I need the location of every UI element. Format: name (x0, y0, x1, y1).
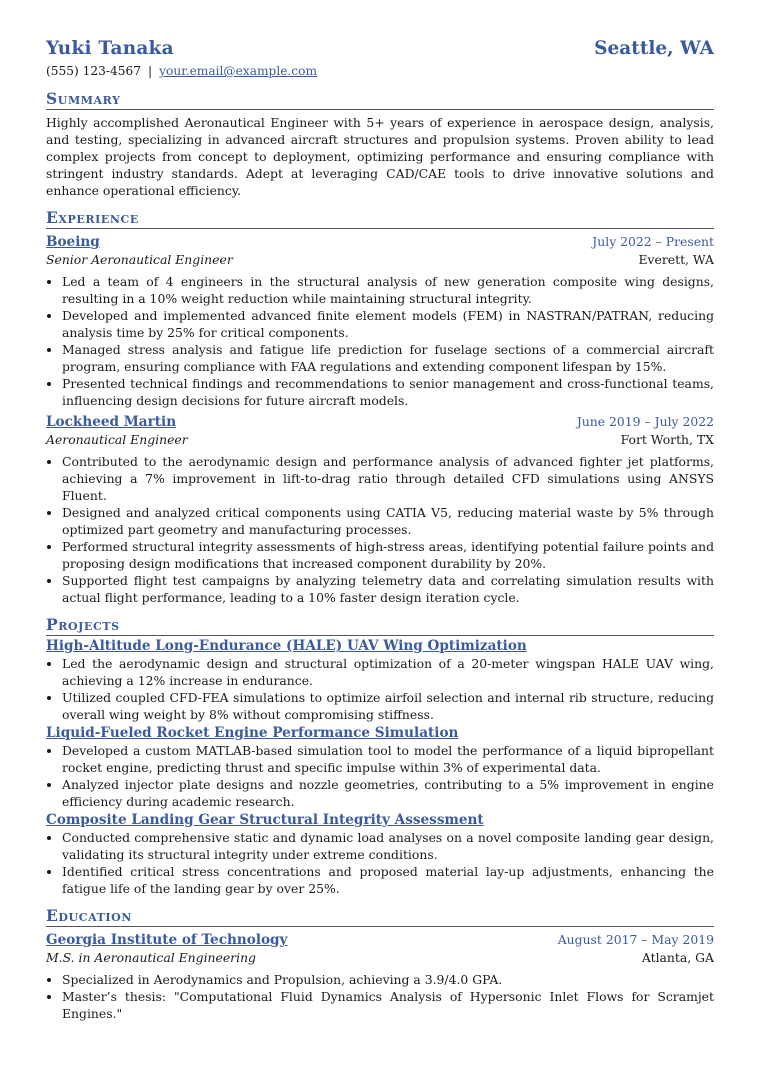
list-item: • Developed a custom MATLAB-based simulation tool to model the performance of a liquid bipropellant rocket engine, predicting thrust and specific impulse within 3% of experimental data. (62, 742, 714, 776)
list-item: • Designed and analyzed critical components using CATIA V5, reducing material waste by 5% through optimized part geometry and manufacturing processes. (62, 504, 714, 538)
candidate-name: Yuki Tanaka (46, 38, 174, 59)
project-bullets (46, 655, 714, 723)
list-item: • Identified critical stress concentrations and proposed material lay-up adjustments, enhancing the fatigue life of the landing gear by over 25%. (62, 863, 714, 897)
education-heading: Education (46, 907, 714, 927)
job-entry-lockheed (46, 413, 714, 606)
list-item: • Contributed to the aerodynamic design and performance analysis of advanced fighter jet platforms, achieving a 7% improvement in lift-to-drag ratio through detailed CFD simulations using ANSYS Fluent. (62, 453, 714, 504)
job-title: Senior Aeronautical Engineer (46, 252, 233, 267)
project-entry (46, 638, 714, 723)
education-location: Atlanta, GA (641, 950, 714, 965)
list-item: • Performed structural integrity assessments of high-stress areas, identifying potential failure points and proposing design modifications that increased component durability by 20%. (62, 538, 714, 572)
company-name[interactable]: Boeing (46, 234, 100, 250)
project-entry (46, 812, 714, 897)
candidate-location: Seattle, WA (594, 38, 714, 59)
list-item: • Analyzed injector plate designs and nozzle geometries, contributing to a 5% improvement in engine efficiency during academic research. (62, 776, 714, 810)
summary-heading: Summary (46, 90, 714, 110)
job-location: Everett, WA (638, 252, 714, 267)
list-item: • Led a team of 4 engineers in the structural analysis of new generation composite wing designs, resulting in a 10% weight reduction while maintaining structural integrity. (62, 273, 714, 307)
list-item: • Master’s thesis: "Computational Fluid Dynamics Analysis of Hypersonic Inlet Flows for Scramjet Engines." (62, 988, 714, 1022)
project-bullets (46, 742, 714, 810)
projects-heading: Projects (46, 616, 714, 636)
education-bullets (46, 971, 714, 1022)
project-title[interactable]: Liquid-Fueled Rocket Engine Performance Simulation (46, 725, 459, 741)
job-location: Fort Worth, TX (620, 432, 714, 447)
degree: M.S. in Aeronautical Engineering (46, 950, 256, 965)
list-item: • Managed stress analysis and fatigue life prediction for fuselage sections of a commercial aircraft program, ensuring compliance with FAA regulations and extending component lifespan by 15%. (62, 341, 714, 375)
contact-separator: | (148, 64, 153, 78)
project-title[interactable]: Composite Landing Gear Structural Integrity Assessment (46, 812, 484, 828)
project-bullets (46, 829, 714, 897)
list-item: • Specialized in Aerodynamics and Propulsion, achieving a 3.9/4.0 GPA. (62, 971, 714, 988)
job-entry-boeing (46, 233, 714, 409)
education-dates: August 2017 – May 2019 (557, 932, 714, 947)
job-bullets (46, 453, 714, 606)
company-name[interactable]: Lockheed Martin (46, 414, 177, 430)
job-title: Aeronautical Engineer (46, 432, 188, 447)
list-item: • Developed and implemented advanced finite element models (FEM) in NASTRAN/PATRAN, reducing analysis time by 25% for critical components. (62, 307, 714, 341)
experience-heading: Experience (46, 209, 714, 229)
list-item: • Presented technical findings and recommendations to senior management and cross-functional teams, influencing design decisions for future aircraft models. (62, 375, 714, 409)
education-entry (46, 931, 714, 1022)
job-dates: July 2022 – Present (592, 234, 714, 249)
contact-line (46, 63, 714, 80)
list-item: • Supported flight test campaigns by analyzing telemetry data and correlating simulation results with actual flight performance, leading to a 10% faster design iteration cycle. (62, 572, 714, 606)
job-dates: June 2019 – July 2022 (576, 414, 714, 429)
project-entry (46, 725, 714, 810)
header (46, 40, 714, 57)
summary-text: Highly accomplished Aeronautical Engineer with 5+ years of experience in aerospace design, analysis, and testing, specializing in advanced aircraft structures and propulsion systems. Proven ability to lead complex projects from concept to deployment, optimizing performance and ensuring compliance with stringent industry standards. Adept at leveraging CAD/CAE tools to drive innovative solutions and enhance operational efficiency. (46, 115, 714, 198)
school-name[interactable]: Georgia Institute of Technology (46, 932, 288, 948)
phone-number: (555) 123-4567 (46, 64, 142, 78)
job-bullets (46, 273, 714, 409)
list-item: • Conducted comprehensive static and dynamic load analyses on a novel composite landing gear design, validating its structural integrity under extreme conditions. (62, 829, 714, 863)
project-title[interactable]: High-Altitude Long-Endurance (HALE) UAV Wing Optimization (46, 638, 527, 654)
list-item: • Led the aerodynamic design and structural optimization of a 20-meter wingspan HALE UAV wing, achieving a 12% increase in endurance. (62, 655, 714, 689)
list-item: • Utilized coupled CFD-FEA simulations to optimize airfoil selection and internal rib structure, reducing overall wing weight by 8% without compromising stiffness. (62, 689, 714, 723)
email-link[interactable]: your.email@example.com (159, 64, 318, 78)
